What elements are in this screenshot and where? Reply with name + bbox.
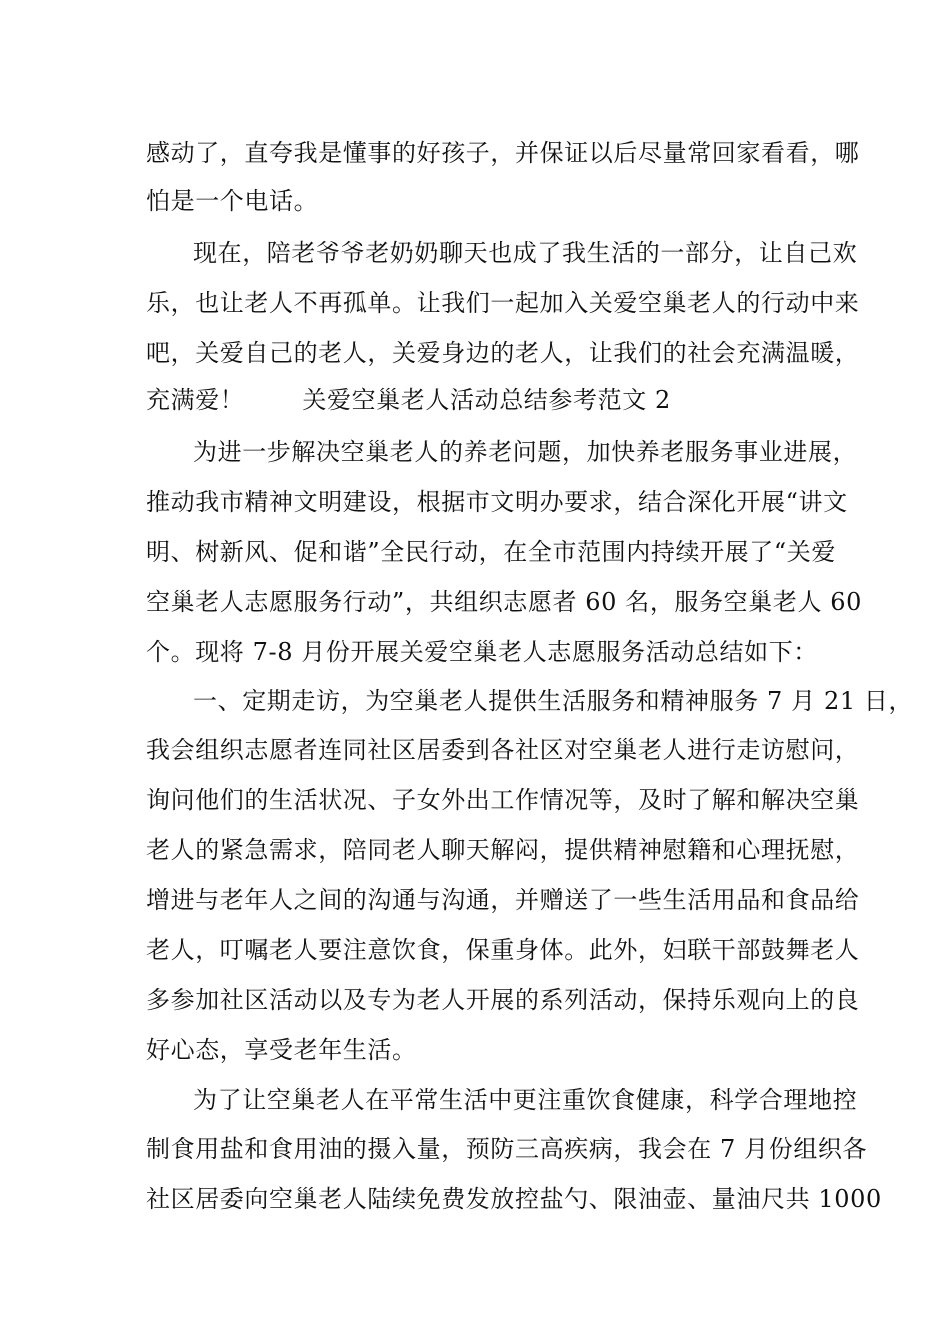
text-line: 推动我市精神文明建设，根据市文明办要求，结合深化开展“讲文 [146, 488, 848, 516]
text-line: 好心态，享受老年生活。 [146, 1036, 417, 1064]
text-line: 吧，关爱自己的老人，关爱身边的老人，让我们的社会充满温暖， [146, 339, 860, 367]
text-line: 老人，叮嘱老人要注意饮食，保重身体。此外，妇联干部鼓舞老人 [146, 936, 860, 964]
text-line: 怕是一个电话。 [146, 187, 319, 215]
text-line: 社区居委向空巢老人陆续免费发放控盐勺、限油壶、量油尺共 1000 [146, 1185, 882, 1213]
section-heading: 关爱空巢老人活动总结参考范文 2 [302, 386, 671, 414]
text-line: 乐，也让老人不再孤单。让我们一起加入关爱空巢老人的行动中来 [146, 289, 860, 317]
text-line: 制食用盐和食用油的摄入量，预防三高疾病，我会在 7 月份组织各 [146, 1135, 868, 1163]
text-line: 我会组织志愿者连同社区居委到各社区对空巢老人进行走访慰问， [146, 736, 860, 764]
text-line: 明、树新风、促和谐”全民行动，在全市范围内持续开展了“关爱 [146, 538, 836, 566]
text-line: 为进一步解决空巢老人的养老问题，加快养老服务事业进展， [193, 438, 858, 466]
text-line: 多参加社区活动以及专为老人开展的系列活动，保持乐观向上的良 [146, 986, 860, 1014]
text-line: 一、定期走访，为空巢老人提供生活服务和精神服务 7 月 21 日， [193, 687, 914, 715]
text-line: 感动了，直夸我是懂事的好孩子，并保证以后尽量常回家看看，哪 [146, 139, 860, 167]
text-line: 询问他们的生活状况、子女外出工作情况等，及时了解和解决空巢 [146, 786, 860, 814]
text-line: 空巢老人志愿服务行动”，共组织志愿者 60 名，服务空巢老人 60 [146, 588, 863, 616]
text-line: 增进与老年人之间的沟通与沟通，并赠送了一些生活用品和食品给 [146, 886, 860, 914]
text-line: 个。现将 7-8 月份开展关爱空巢老人志愿服务活动总结如下： [146, 638, 818, 666]
text-line: 为了让空巢老人在平常生活中更注重饮食健康，科学合理地控 [193, 1086, 858, 1114]
text-line [146, 385, 671, 415]
text-line: 老人的紧急需求，陪同老人聊天解闷，提供精神慰籍和心理抚慰， [146, 836, 860, 864]
text-line: 现在，陪老爷爷老奶奶聊天也成了我生活的一部分，让自己欢 [193, 239, 858, 267]
paragraph-end-text: 充满爱！ [146, 386, 245, 414]
